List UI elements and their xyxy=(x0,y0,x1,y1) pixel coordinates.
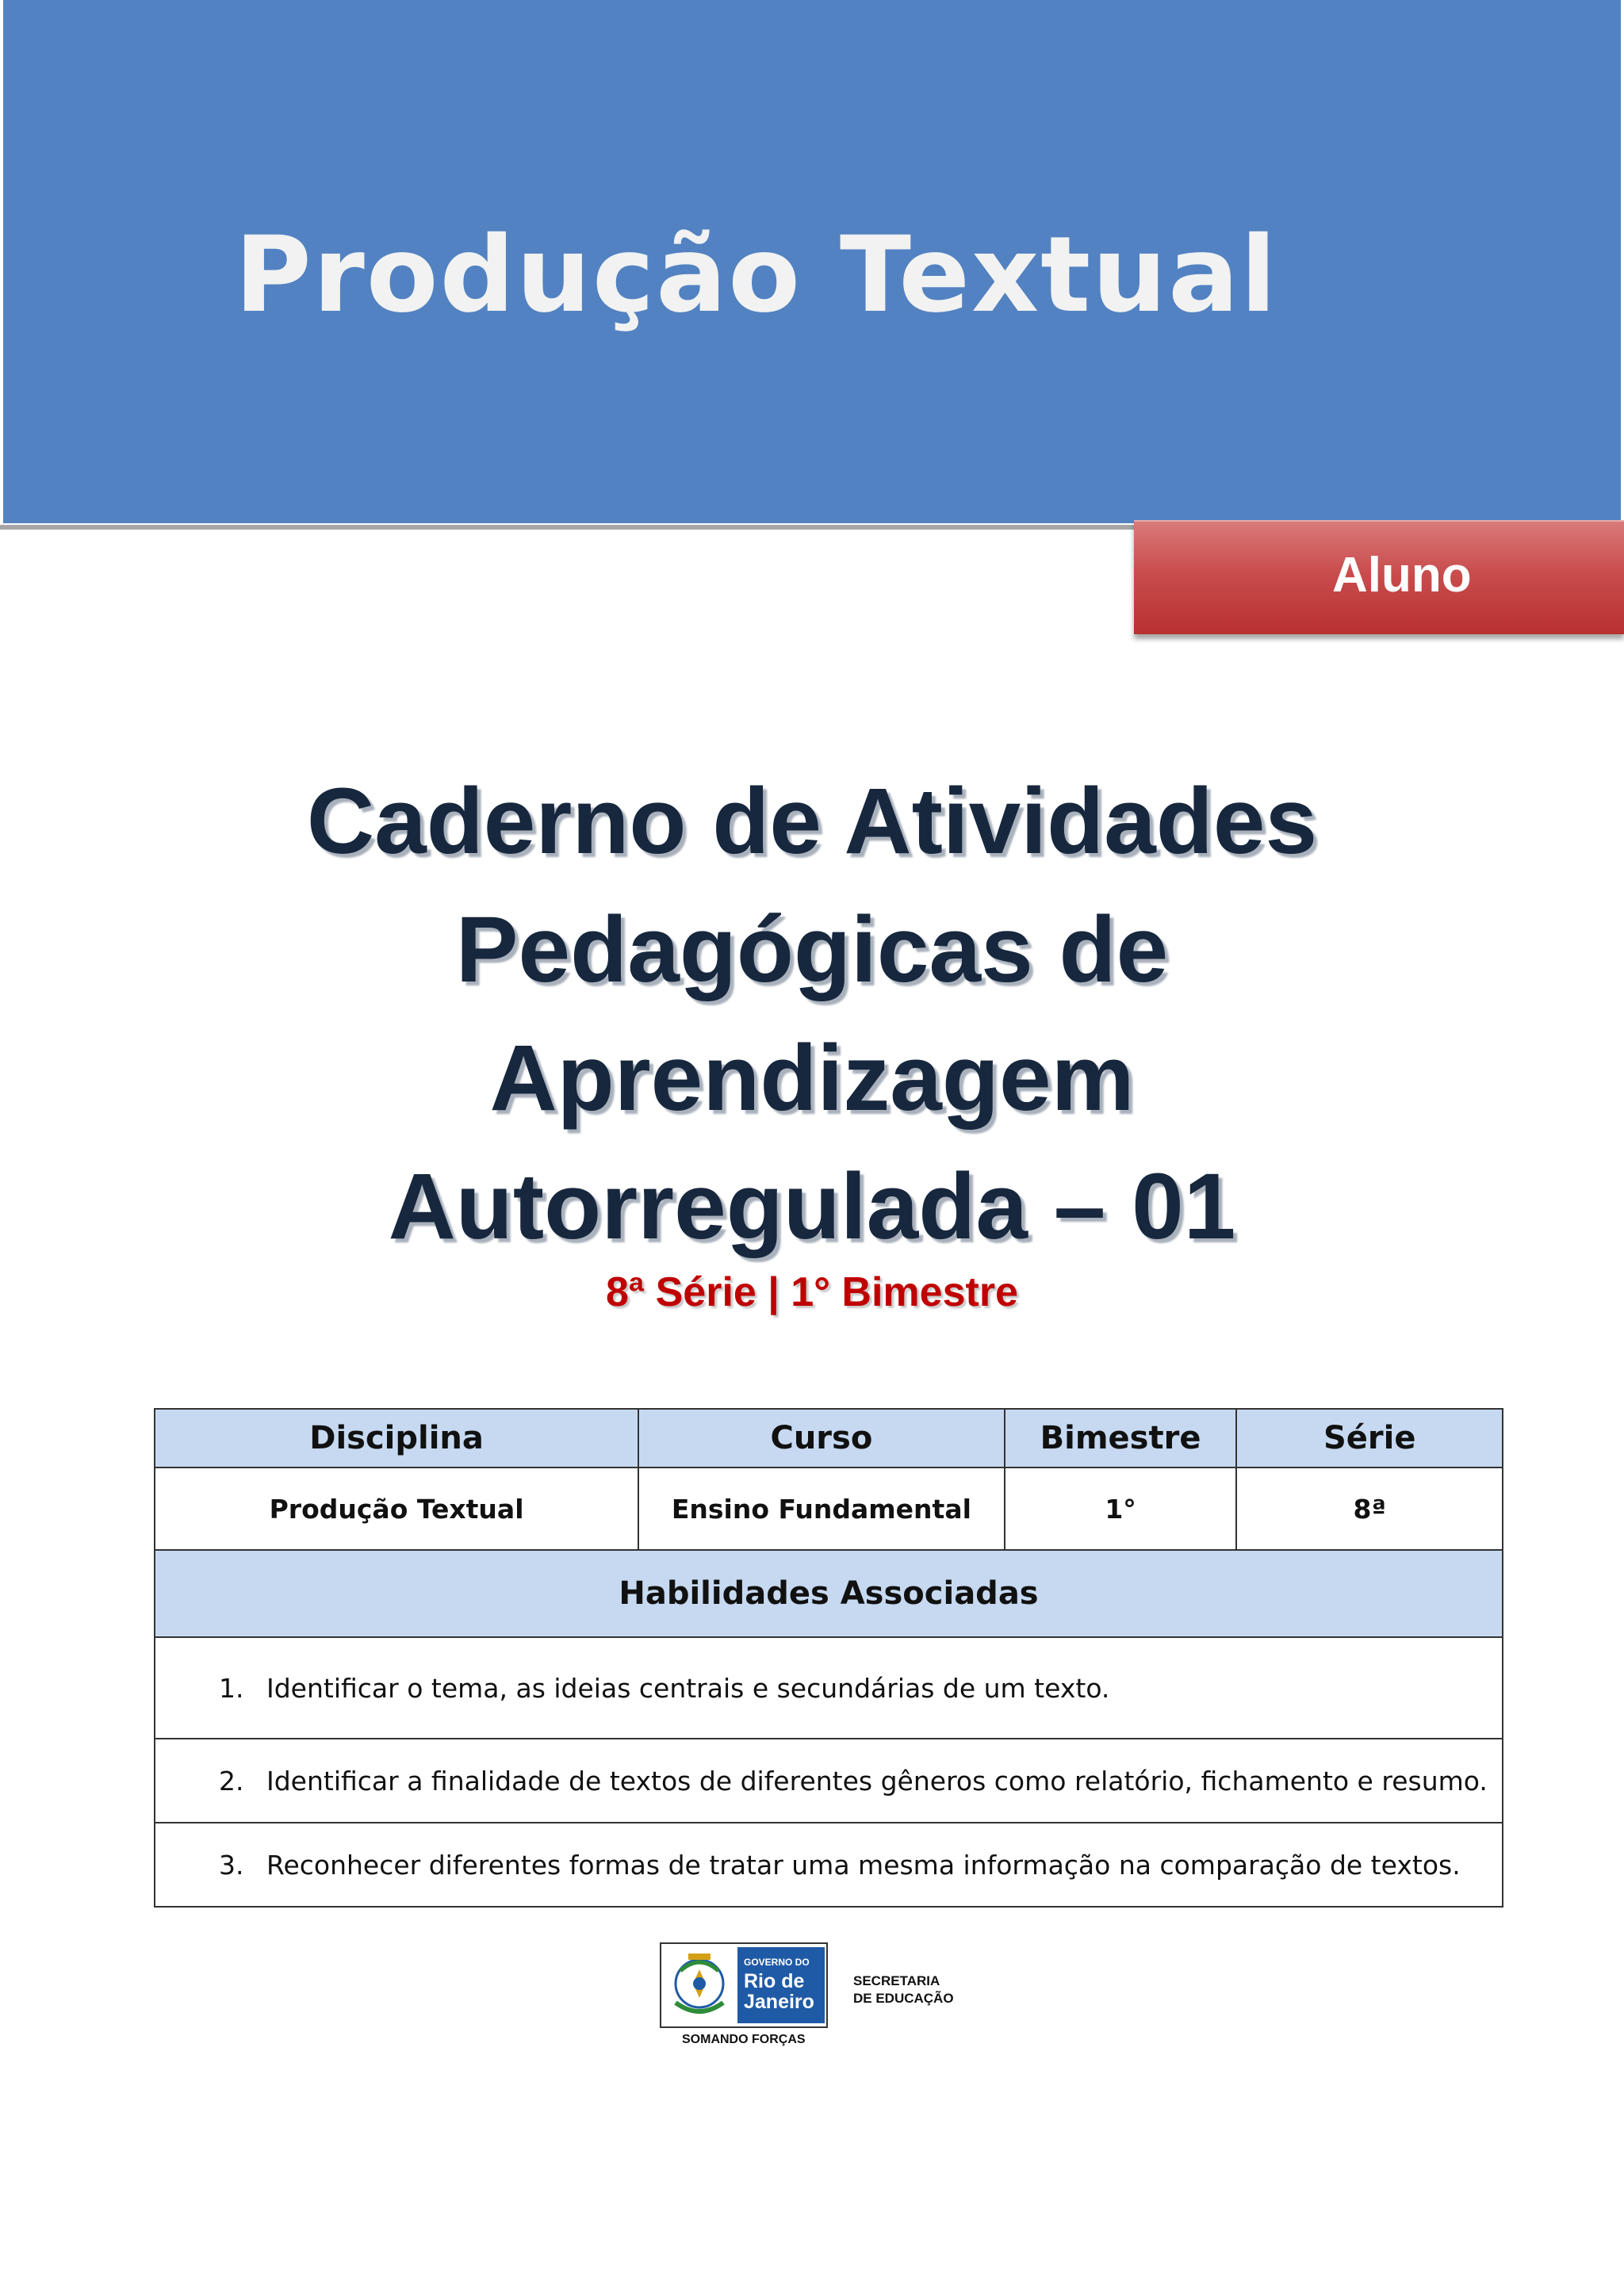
value-disciplina: Produção Textual xyxy=(155,1468,638,1550)
skills-header-row xyxy=(155,1550,1503,1637)
skill-item xyxy=(155,1637,1503,1739)
title-line-1: Caderno de Atividades xyxy=(306,769,1318,874)
secretaria-label xyxy=(853,1973,954,2007)
document-subtitle: 8ª Série | 1° Bimestre xyxy=(606,1269,1018,1315)
value-curso: Ensino Fundamental xyxy=(638,1468,1005,1550)
header-curso: Curso xyxy=(638,1409,1005,1468)
logo-slogan: SOMANDO FORÇAS xyxy=(682,2033,806,2046)
role-label: Aluno xyxy=(1332,548,1472,603)
table-row xyxy=(155,1637,1503,1739)
coat-of-arms-icon xyxy=(665,1947,734,2023)
skill-text: Reconhecer diferentes formas de tratar uma mesma informação na comparação de textos. xyxy=(266,1849,1461,1881)
role-tab xyxy=(1134,520,1624,634)
logo-gov-text: GOVERNO DO xyxy=(744,1957,810,1968)
skill-number: 3. xyxy=(219,1849,244,1881)
secretaria-line1: SECRETARIA xyxy=(853,1973,940,1988)
table-row xyxy=(155,1823,1503,1907)
title-line-2: Pedagógicas de xyxy=(455,897,1169,1002)
table-values-row xyxy=(155,1468,1503,1550)
header-disciplina: Disciplina xyxy=(155,1409,638,1468)
info-table xyxy=(154,1408,1503,1908)
banner-divider xyxy=(0,525,1134,530)
government-logo xyxy=(660,1942,966,2053)
document-title xyxy=(0,757,1624,1271)
secretaria-line2: DE EDUCAÇÃO xyxy=(853,1991,954,2006)
table-row xyxy=(155,1739,1503,1823)
title-line-3: Aprendizagem xyxy=(489,1026,1135,1131)
title-line-4: Autorregulada – 01 xyxy=(388,1154,1236,1259)
header-serie: Série xyxy=(1236,1409,1503,1468)
header-banner xyxy=(3,0,1621,523)
logo-state-line2: Janeiro xyxy=(744,1991,814,2013)
value-bimestre: 1° xyxy=(1005,1468,1237,1550)
skill-number: 1. xyxy=(219,1672,244,1704)
skills-header: Habilidades Associadas xyxy=(155,1550,1503,1637)
skill-text: Identificar a finalidade de textos de diferentes gêneros como relatório, fichamento e resumo. xyxy=(266,1765,1488,1797)
value-serie: 8ª xyxy=(1236,1468,1503,1550)
logo-state-block xyxy=(737,1947,825,2023)
header-bimestre: Bimestre xyxy=(1005,1409,1237,1468)
banner-title: Produção Textual xyxy=(235,214,1278,336)
skill-number: 2. xyxy=(219,1765,244,1797)
table-header-row xyxy=(155,1409,1503,1468)
logo-state-line1: Rio de xyxy=(744,1970,805,1992)
logo-frame xyxy=(660,1942,828,2028)
skill-text: Identificar o tema, as ideias centrais e secundárias de um texto. xyxy=(266,1672,1110,1704)
skill-item xyxy=(155,1739,1503,1823)
skill-item xyxy=(155,1823,1503,1907)
